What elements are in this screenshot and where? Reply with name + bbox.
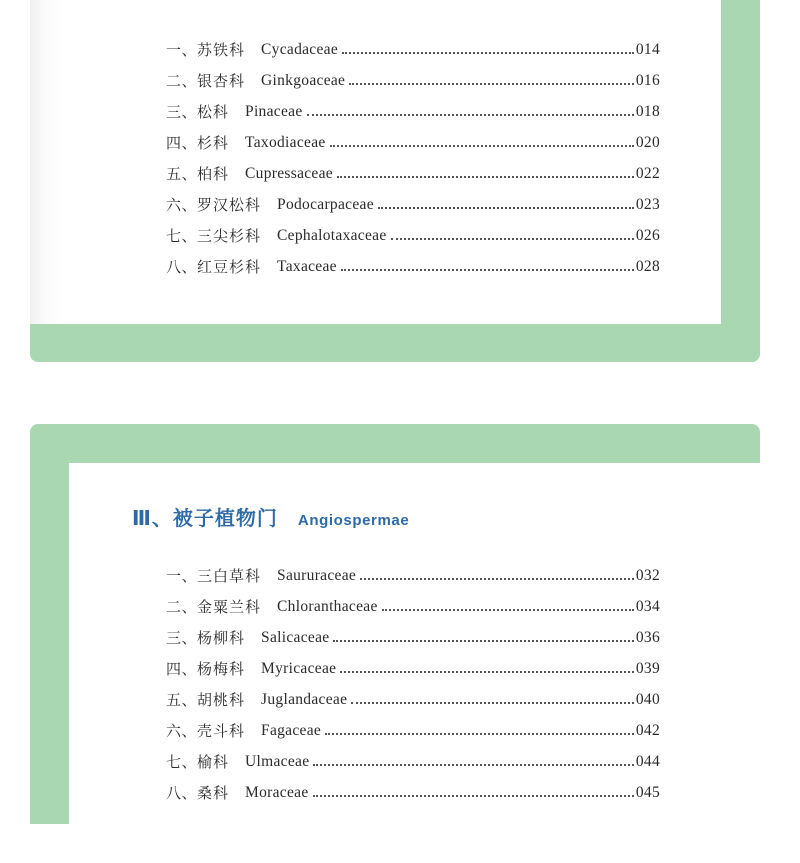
toc-entry-chinese-name: 红豆杉科 bbox=[197, 258, 262, 276]
toc-entry-chinese-name: 杉科 bbox=[197, 134, 230, 152]
toc-entry[interactable] bbox=[166, 224, 660, 246]
toc-entry-number: 七、 bbox=[166, 227, 198, 245]
toc-entry-latin-name: Taxaceae bbox=[277, 258, 337, 275]
toc-entry-latin-name: Podocarpaceae bbox=[277, 196, 374, 213]
toc-entry-chinese-name: 罗汉松科 bbox=[197, 196, 262, 214]
toc-entry-page-number: 036 bbox=[635, 629, 660, 646]
toc-entry-chinese-name: 胡桃科 bbox=[197, 691, 246, 709]
toc-entry-page-number: 028 bbox=[635, 258, 660, 275]
toc-entry-chinese-name: 杨梅科 bbox=[197, 660, 246, 678]
toc-entry-latin-name: Ginkgoaceae bbox=[261, 72, 346, 89]
toc-entry-page-number: 018 bbox=[635, 103, 660, 120]
toc-entry-latin-name: Taxodiaceae bbox=[245, 134, 326, 151]
toc-entry-chinese-name: 苏铁科 bbox=[197, 41, 246, 59]
toc-entry[interactable] bbox=[166, 719, 660, 741]
toc-entry-leader-dots bbox=[330, 145, 634, 147]
toc-entry-leader-dots bbox=[307, 114, 634, 116]
toc-entry[interactable] bbox=[166, 193, 660, 215]
toc-entry-latin-name: Myricaceae bbox=[261, 660, 337, 677]
toc-entry-chinese-name: 壳斗科 bbox=[197, 722, 246, 740]
toc-entry[interactable] bbox=[166, 255, 660, 277]
toc-entry-number: 六、 bbox=[166, 196, 198, 214]
toc-entry-leader-dots bbox=[325, 733, 634, 735]
toc-entry-leader-dots bbox=[349, 83, 634, 85]
toc-entry-chinese-name: 三白草科 bbox=[197, 567, 262, 585]
toc-entry-page-number: 044 bbox=[635, 753, 660, 770]
toc-entry-latin-name: Cephalotaxaceae bbox=[277, 227, 387, 244]
toc-entry-number: 八、 bbox=[166, 258, 198, 276]
toc-entry-latin-name: Cupressaceae bbox=[245, 165, 333, 182]
toc-entry[interactable] bbox=[166, 657, 660, 679]
toc-entry-page-number: 032 bbox=[635, 567, 660, 584]
toc-entry[interactable] bbox=[166, 595, 660, 617]
toc-entry-page-number: 040 bbox=[635, 691, 660, 708]
toc-entry[interactable] bbox=[166, 688, 660, 710]
toc-entry-chinese-name: 银杏科 bbox=[197, 72, 246, 90]
toc-entry-number: 二、 bbox=[166, 72, 198, 90]
section-heading-cn: Ⅲ、被子植物门 bbox=[132, 506, 278, 530]
toc-entry-number: 一、 bbox=[166, 567, 198, 585]
toc-entry-latin-name: Moraceae bbox=[245, 784, 309, 801]
toc-entry-latin-name: Chloranthaceae bbox=[277, 598, 378, 615]
toc-entry[interactable] bbox=[166, 750, 660, 772]
toc-entry-latin-name: Salicaceae bbox=[261, 629, 330, 646]
toc-entry-number: 三、 bbox=[166, 629, 198, 647]
toc-entry-leader-dots bbox=[313, 764, 633, 766]
toc-entry-chinese-name: 榆科 bbox=[197, 753, 230, 771]
toc-entry-number: 三、 bbox=[166, 103, 198, 121]
section-heading-latin: Angiospermae bbox=[297, 512, 410, 529]
toc-entry-number: 四、 bbox=[166, 134, 198, 152]
toc-entry-page-number: 014 bbox=[635, 41, 660, 58]
toc-entry-leader-dots bbox=[382, 609, 634, 611]
toc-entry-leader-dots bbox=[360, 578, 634, 580]
toc-entry-leader-dots bbox=[351, 702, 634, 704]
toc-entry-page-number: 023 bbox=[635, 196, 660, 213]
toc-entry-leader-dots bbox=[378, 207, 634, 209]
toc-entry-chinese-name: 柏科 bbox=[197, 165, 230, 183]
toc-entry-chinese-name: 三尖杉科 bbox=[197, 227, 262, 245]
toc-entry[interactable] bbox=[166, 626, 660, 648]
toc-entry[interactable] bbox=[166, 131, 660, 153]
toc-entry-page-number: 045 bbox=[635, 784, 660, 801]
toc-entry-chinese-name: 金粟兰科 bbox=[197, 598, 262, 616]
toc-entry-number: 六、 bbox=[166, 722, 198, 740]
toc-entry[interactable] bbox=[166, 162, 660, 184]
toc-entry[interactable] bbox=[166, 69, 660, 91]
toc-entry-chinese-name: 松科 bbox=[197, 103, 230, 121]
toc-entry-number: 一、 bbox=[166, 41, 198, 59]
toc-entry-number: 五、 bbox=[166, 165, 198, 183]
toc-entry-latin-name: Juglandaceae bbox=[261, 691, 348, 708]
toc-entry-page-number: 026 bbox=[635, 227, 660, 244]
toc-entry-leader-dots bbox=[313, 795, 634, 797]
toc-entry-latin-name: Cycadaceae bbox=[261, 41, 339, 58]
toc-entry-latin-name: Pinaceae bbox=[245, 103, 303, 120]
toc-entry-number: 七、 bbox=[166, 753, 198, 771]
toc-entry-page-number: 042 bbox=[635, 722, 660, 739]
section-heading-angiospermae bbox=[132, 502, 409, 531]
toc-entry-page-number: 039 bbox=[635, 660, 660, 677]
toc-entry-chinese-name: 杨柳科 bbox=[197, 629, 246, 647]
toc-entry-number: 五、 bbox=[166, 691, 198, 709]
toc-entry[interactable] bbox=[166, 38, 660, 60]
toc-entry-leader-dots bbox=[333, 640, 633, 642]
toc-entry-number: 二、 bbox=[166, 598, 198, 616]
toc-entry-number: 四、 bbox=[166, 660, 198, 678]
toc-entry-leader-dots bbox=[337, 176, 634, 178]
toc-entry-chinese-name: 桑科 bbox=[197, 784, 230, 802]
toc-entry-latin-name: Saururaceae bbox=[277, 567, 357, 584]
toc-entry-page-number: 016 bbox=[635, 72, 660, 89]
toc-entry-page-number: 022 bbox=[635, 165, 660, 182]
toc-entry[interactable] bbox=[166, 100, 660, 122]
toc-entry-leader-dots bbox=[391, 238, 634, 240]
toc-entry-number: 八、 bbox=[166, 784, 198, 802]
toc-entry-leader-dots bbox=[342, 52, 634, 54]
toc-entry[interactable] bbox=[166, 564, 660, 586]
toc-entry-latin-name: Ulmaceae bbox=[245, 753, 310, 770]
toc-entry-latin-name: Fagaceae bbox=[261, 722, 322, 739]
toc-entry-leader-dots bbox=[340, 671, 634, 673]
toc-entry-page-number: 034 bbox=[635, 598, 660, 615]
toc-entry-page-number: 020 bbox=[635, 134, 660, 151]
toc-entry-leader-dots bbox=[341, 269, 634, 271]
